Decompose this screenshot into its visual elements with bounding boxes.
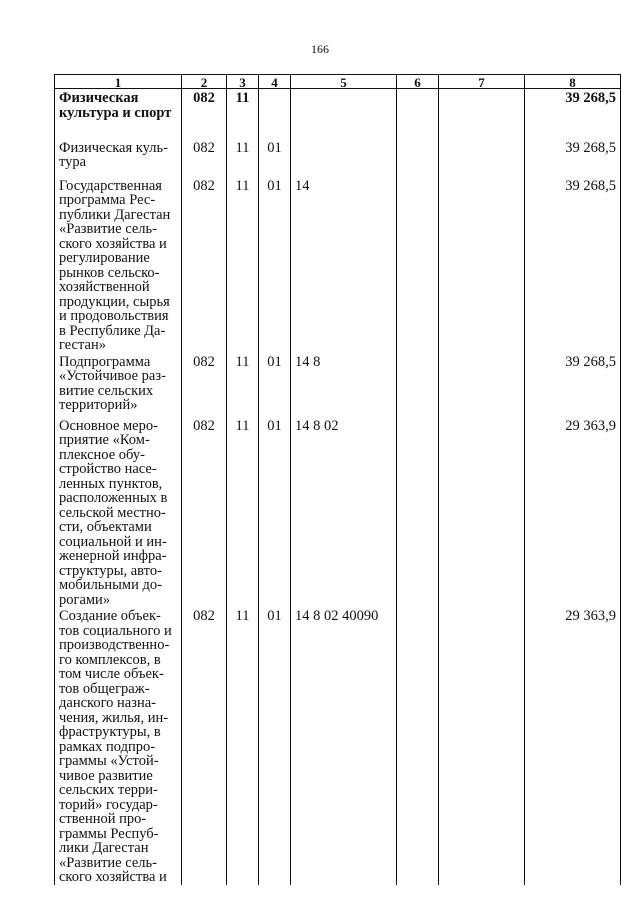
column-header-7: 7 (439, 75, 525, 89)
column-header-6: 6 (397, 75, 439, 89)
table-row (55, 417, 621, 608)
row-code-6 (397, 139, 439, 177)
row-code-section: 11 (227, 353, 259, 417)
row-amount: 39 268,5 (525, 177, 621, 353)
row-amount: 39 268,5 (525, 139, 621, 177)
row-code-target: 14 (291, 177, 397, 353)
row-name: Физическая культура и спорт (55, 89, 182, 139)
row-code-6 (397, 353, 439, 417)
row-code-7 (439, 607, 525, 885)
row-name: Основное меро-приятие «Ком-плексное обу-стройство насе-ленных пунктов, расположенных в сельской местно-сти, объектами социальной и ин-женерной инфра-структуры, авто-мобильными до-рогами» (55, 417, 182, 608)
row-amount: 39 268,5 (525, 353, 621, 417)
column-header-3: 3 (227, 75, 259, 89)
row-code-section: 11 (227, 89, 259, 139)
row-code-7 (439, 89, 525, 139)
row-code-ministry: 082 (182, 177, 227, 353)
row-code-subsection: 01 (259, 177, 291, 353)
column-header-1: 1 (55, 75, 182, 89)
row-code-section: 11 (227, 177, 259, 353)
table-row (55, 177, 621, 353)
row-name: Физическая куль-тура (55, 139, 182, 177)
row-code-7 (439, 417, 525, 608)
row-amount: 29 363,9 (525, 417, 621, 608)
row-code-7 (439, 353, 525, 417)
row-code-ministry: 082 (182, 89, 227, 139)
table-header-row (55, 75, 621, 89)
row-code-subsection: 01 (259, 353, 291, 417)
row-name: Создание объек-тов социального и производственно-го комплексов, в том числе объек-тов общеграж-данского назна-чения, жилья, ин-фраструктуры, в рамках подпро-граммы «Устой-чивое развитие сельских терри-торий» государ-ственной про-граммы Респуб-лики Дагестан «Развитие сель-ского хозяйства и (55, 607, 182, 885)
row-name: Подпрограмма «Устойчивое раз-витие сельских территорий» (55, 353, 182, 417)
row-code-target: 14 8 02 40090 (291, 607, 397, 885)
page-number: 166 (311, 42, 329, 56)
row-code-7 (439, 139, 525, 177)
row-name: Государственная программа Рес-публики Дагестан «Развитие сель-ского хозяйства и регулирование рынков сельско-хозяйственной продукции, сырья и продовольствия в Республике Да-гестан» (55, 177, 182, 353)
row-code-subsection: 01 (259, 607, 291, 885)
row-code-ministry: 082 (182, 353, 227, 417)
row-code-ministry: 082 (182, 139, 227, 177)
row-code-target: 14 8 02 (291, 417, 397, 608)
row-code-section: 11 (227, 417, 259, 608)
table-row (55, 89, 621, 139)
row-amount: 29 363,9 (525, 607, 621, 885)
row-code-6 (397, 89, 439, 139)
row-code-target (291, 139, 397, 177)
row-code-target (291, 89, 397, 139)
column-header-2: 2 (182, 75, 227, 89)
row-code-subsection: 01 (259, 417, 291, 608)
column-header-4: 4 (259, 75, 291, 89)
table-row (55, 607, 621, 885)
column-header-5: 5 (291, 75, 397, 89)
table-row (55, 139, 621, 177)
row-code-section: 11 (227, 139, 259, 177)
row-code-ministry: 082 (182, 417, 227, 608)
column-header-8: 8 (525, 75, 621, 89)
row-code-section: 11 (227, 607, 259, 885)
row-code-ministry: 082 (182, 607, 227, 885)
row-code-target: 14 8 (291, 353, 397, 417)
row-code-6 (397, 177, 439, 353)
row-code-6 (397, 607, 439, 885)
row-amount: 39 268,5 (525, 89, 621, 139)
row-code-7 (439, 177, 525, 353)
budget-table (54, 74, 621, 885)
table-row (55, 353, 621, 417)
row-code-subsection: 01 (259, 139, 291, 177)
row-code-subsection (259, 89, 291, 139)
row-code-6 (397, 417, 439, 608)
